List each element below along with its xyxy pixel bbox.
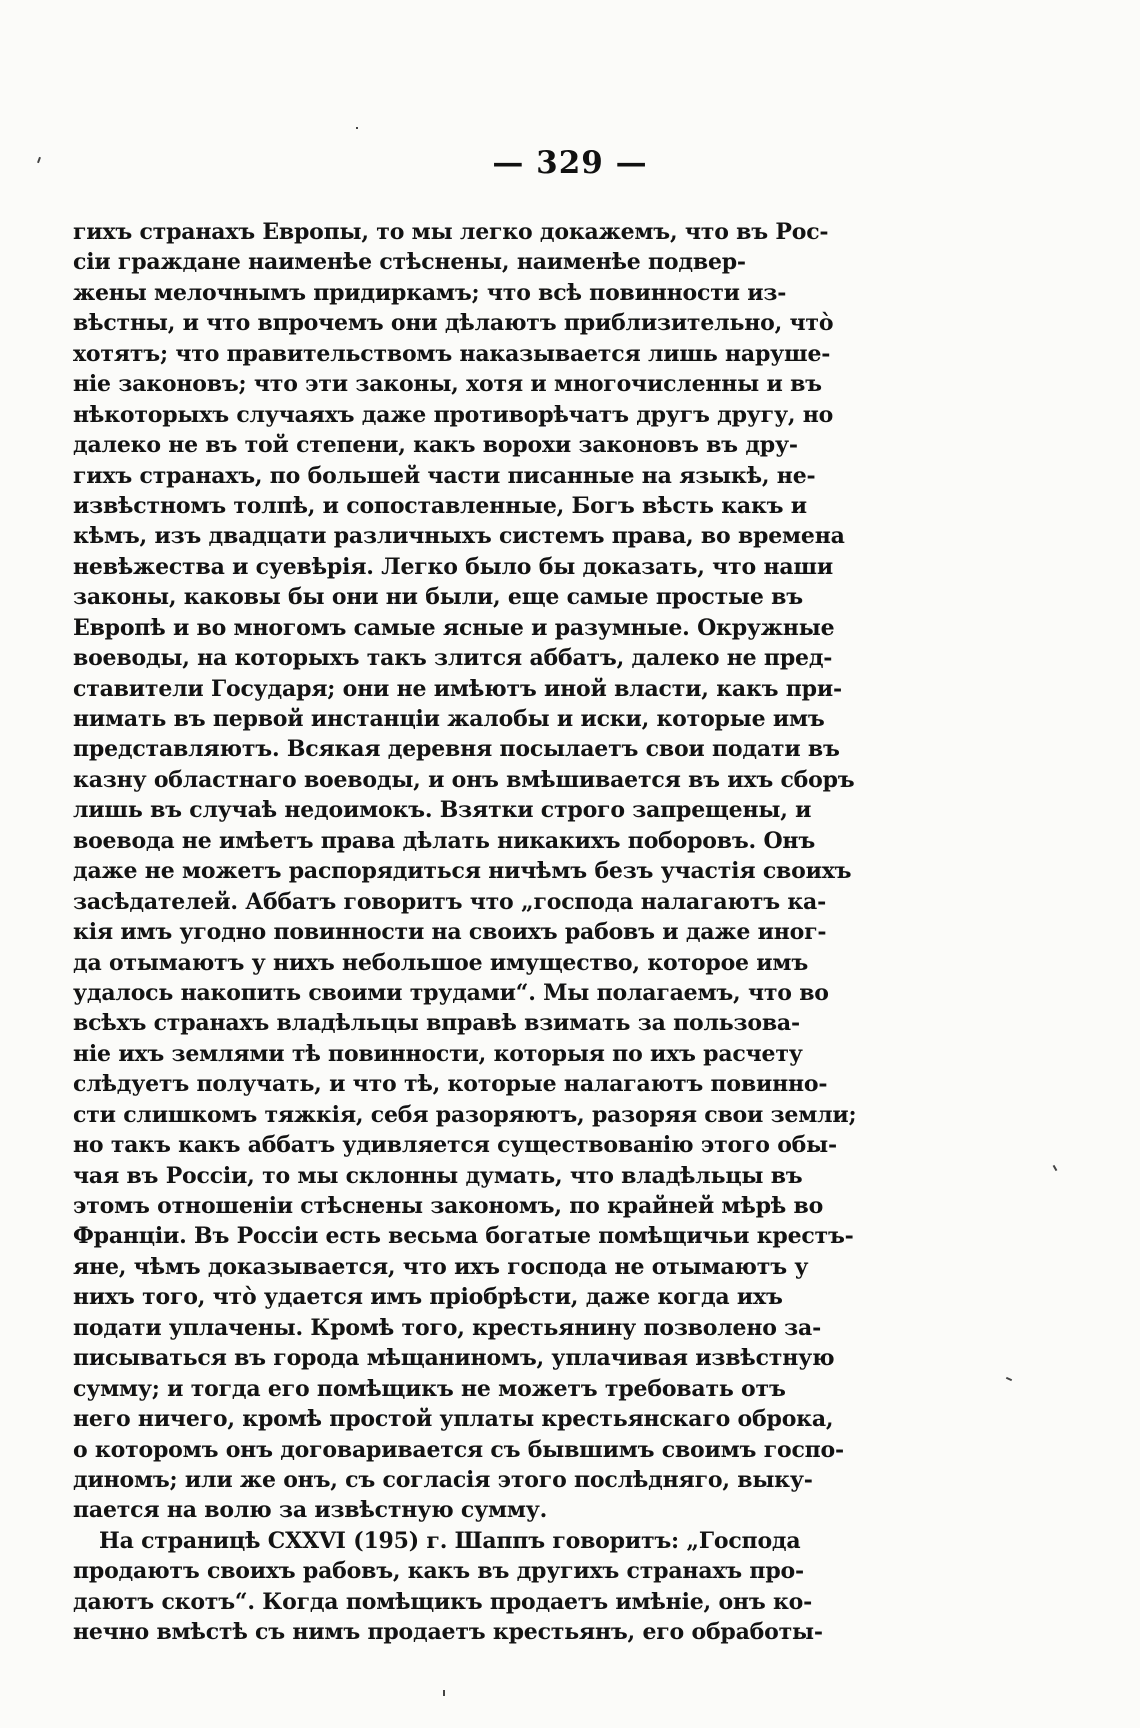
text-line: нѣкоторыхъ случаяхъ даже противорѣчатъ другъ другу, но (73, 401, 834, 428)
scan-speck (1006, 1377, 1012, 1381)
text-line: жены мелочнымъ придиркамъ; что всѣ повинности из- (73, 279, 787, 306)
text-line: яне, чѣмъ доказывается, что ихъ господа не отымаютъ у (73, 1253, 809, 1280)
text-line: о которомъ онъ договаривается съ бывшимъ своимъ госпо- (73, 1436, 844, 1463)
text-line: ніе ихъ землями тѣ повинности, которыя по ихъ расчету (73, 1040, 803, 1067)
text-line: этомъ отношеніи стѣснены закономъ, по крайней мѣрѣ во (73, 1193, 824, 1219)
text-line: казну областнаго воеводы, и онъ вмѣшивается въ ихъ сборъ (73, 766, 855, 793)
text-line: но такъ какъ аббатъ удивляется существованію этого обы- (73, 1132, 837, 1159)
text-line: На страницѣ CXXVI (195) г. Шаппъ говоритъ: „Господа (99, 1527, 801, 1554)
text-line: гихъ странахъ Европы, то мы легко докажемъ, что въ Рос- (73, 219, 829, 245)
text-line: невѣжества и суевѣрія. Легко было бы доказать, что наши (73, 553, 833, 580)
text-line: подати уплачены. Кромѣ того, крестьянину позволено за- (73, 1314, 822, 1341)
text-line: даютъ скотъ“. Когда помѣщикъ продаетъ имѣніе, онъ ко- (73, 1588, 813, 1615)
text-line: кѣмъ, изъ двадцати различныхъ системъ права, во времена (73, 523, 845, 550)
text-line: ставители Государя; они не имѣютъ иной власти, какъ при- (73, 675, 842, 702)
text-line: гихъ странахъ, по большей части писанные на языкѣ, не- (73, 462, 816, 489)
scan-speck (443, 1690, 445, 1696)
text-line: всѣхъ странахъ владѣльцы вправѣ взимать за пользова- (73, 1010, 800, 1037)
text-line: воевода не имѣетъ права дѣлать никакихъ поборовъ. Онъ (73, 827, 815, 854)
text-line: него ничего, кромѣ простой уплаты крестьянскаго оброка, (73, 1406, 834, 1433)
text-line: продаютъ своихъ рабовъ, какъ въ другихъ странахъ про- (73, 1558, 804, 1585)
text-line: лишь въ случаѣ недоимокъ. Взятки строго запрещены, и (73, 797, 812, 824)
text-line: сумму; и тогда его помѣщикъ не можетъ требовать отъ (73, 1375, 786, 1402)
text-line: ніе законовъ; что эти законы, хотя и многочисленны и въ (73, 371, 822, 398)
text-line: даже не можетъ распорядиться ничѣмъ безъ участія своихъ (73, 858, 852, 885)
text-line: извѣстномъ толпѣ, и сопоставленные, Богъ вѣсть какъ и (73, 492, 807, 519)
text-line: писываться въ города мѣщаниномъ, уплачивая извѣстную (73, 1345, 835, 1372)
text-line: хотятъ; что правительствомъ наказывается лишь наруше- (73, 340, 831, 367)
text-line: чая въ Россіи, то мы склонны думать, что владѣльцы въ (73, 1162, 803, 1189)
text-line: кія имъ угодно повинности на своихъ рабовъ и даже иног- (73, 919, 827, 946)
scan-speck (356, 127, 358, 129)
text-line: сти слишкомъ тяжкія, себя разоряютъ, разоряя свои земли; (73, 1101, 857, 1128)
text-line: представляютъ. Всякая деревня посылаетъ свои подати въ (73, 736, 840, 763)
text-line: далеко не въ той степени, какъ ворохи законовъ въ дру- (73, 432, 798, 459)
text-line: диномъ; или же онъ, съ согласія этого послѣдняго, выку- (73, 1466, 813, 1493)
text-line: сіи граждане наименѣе стѣснены, наименѣе подвер- (73, 249, 746, 276)
text-line: да отымаютъ у нихъ небольшое имущество, которое имъ (73, 949, 809, 976)
text-line: нечно вмѣстѣ съ нимъ продаетъ крестьянъ, его обработы- (73, 1619, 823, 1646)
body-text (73, 217, 913, 1648)
text-line: воеводы, на которыхъ такъ злится аббатъ, далеко не пред- (73, 645, 833, 672)
page-number: — 329 — (492, 145, 648, 181)
text-line: Франціи. Въ Россіи есть весьма богатые помѣщичьи крестъ- (73, 1223, 854, 1250)
text-line: нихъ того, что̀ удается имъ пріобрѣсти, даже когда ихъ (73, 1284, 783, 1311)
text-line: Европѣ и во многомъ самые ясные и разумные. Окружные (73, 614, 835, 641)
text-line: вѣстны, и что впрочемъ они дѣлаютъ приблизительно, что̀ (73, 310, 834, 337)
text-line: слѣдуетъ получать, и что тѣ, которые налагаютъ повинно- (73, 1071, 828, 1098)
scan-speck (1053, 1165, 1058, 1171)
text-line: удалось накопить своими трудами“. Мы полагаемъ, что во (73, 979, 829, 1006)
text-line: засѣдателей. Аббатъ говоритъ что „господа налагаютъ ка- (73, 888, 827, 915)
text-line: пается на волю за извѣстную сумму. (73, 1497, 548, 1524)
text-line: нимать въ первой инстанціи жалобы и иски, которые имъ (73, 706, 825, 732)
text-line: законы, каковы бы они ни были, еще самые простые въ (73, 584, 803, 611)
